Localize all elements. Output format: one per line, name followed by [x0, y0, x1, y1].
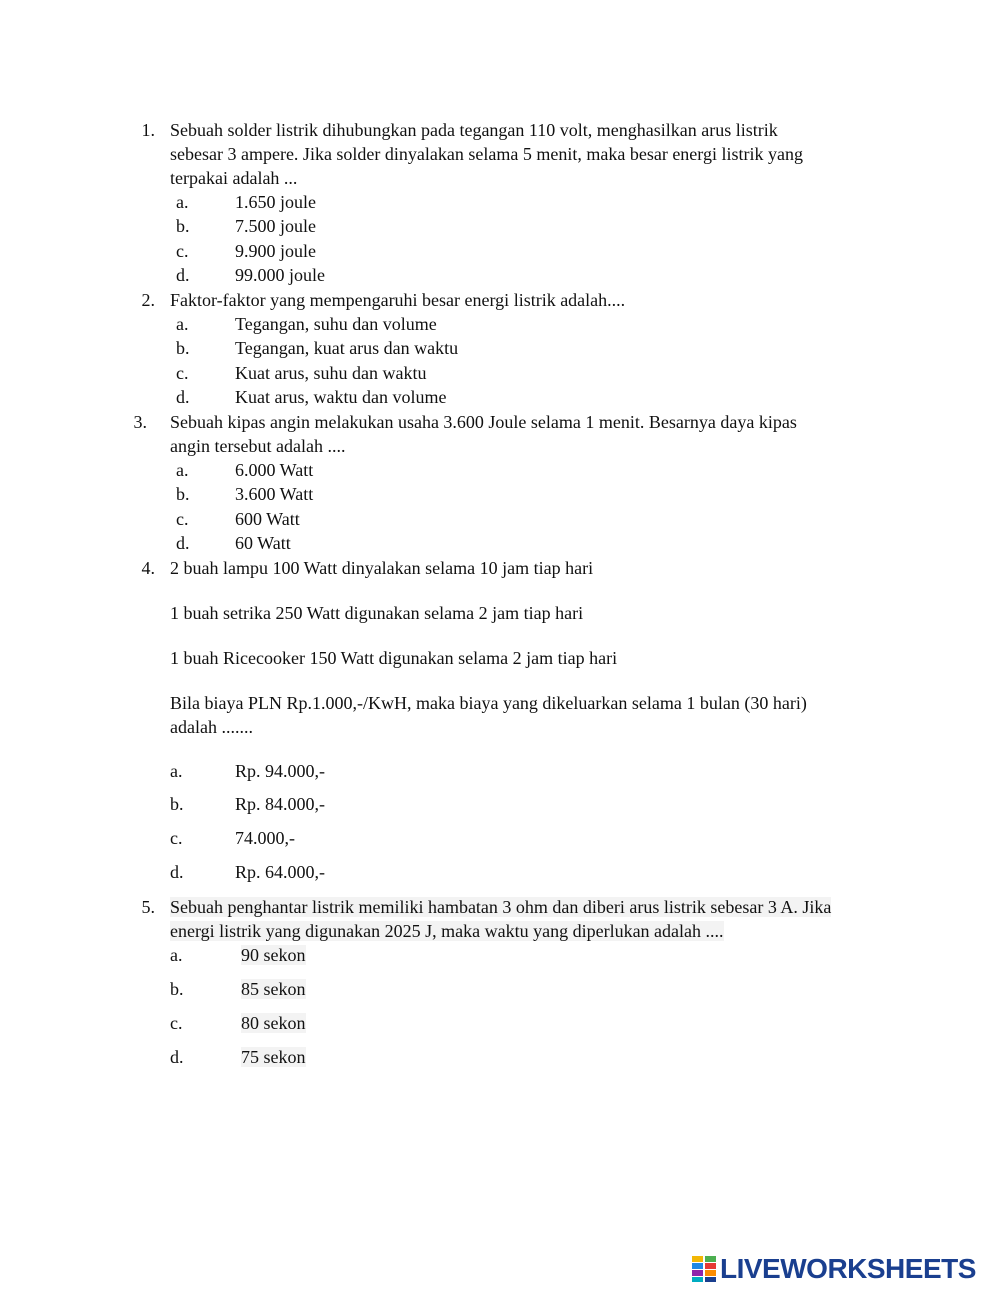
question-1-text-line-2: sebesar 3 ampere. Jika solder dinyalakan selama 5 menit, maka besar energi listrik yang	[170, 144, 803, 164]
question-3-option-b[interactable]: 3.600 Watt	[235, 484, 314, 504]
question-5-option-c-content: 80 sekon	[241, 1013, 306, 1033]
question-5-option-a[interactable]	[241, 943, 306, 967]
question-3-option-c-letter: c.	[176, 509, 189, 529]
question-1-option-a-letter: a.	[176, 192, 189, 212]
question-3-text-line-1: Sebuah kipas angin melakukan usaha 3.600 Joule selama 1 menit. Besarnya daya kipas	[170, 412, 797, 432]
question-5-option-d-content: 75 sekon	[241, 1047, 306, 1067]
question-5-option-d[interactable]	[241, 1045, 306, 1069]
question-4-option-d-letter: d.	[170, 862, 184, 882]
liveworksheets-logo-icon	[692, 1256, 716, 1282]
liveworksheets-logo	[692, 1254, 976, 1284]
question-1-number: 1.	[141, 120, 155, 140]
question-4-text-line-5: adalah .......	[170, 717, 253, 737]
question-4-option-c-letter: c.	[170, 828, 183, 848]
question-3-option-a[interactable]: 6.000 Watt	[235, 460, 314, 480]
question-5-option-c-letter: c.	[170, 1013, 183, 1033]
question-2-option-a-letter: a.	[176, 314, 189, 334]
question-2-option-c[interactable]: Kuat arus, suhu dan waktu	[235, 363, 427, 383]
question-5-option-a-letter: a.	[170, 945, 183, 965]
question-2-option-a[interactable]: Tegangan, suhu dan volume	[235, 314, 437, 334]
question-4-text-line-4: Bila biaya PLN Rp.1.000,-/KwH, maka biaya yang dikeluarkan selama 1 bulan (30 hari)	[170, 693, 807, 713]
question-1-option-a[interactable]: 1.650 joule	[235, 192, 316, 212]
question-1-text-line-1: Sebuah solder listrik dihubungkan pada tegangan 110 volt, menghasilkan arus listrik	[170, 120, 778, 140]
question-4-option-c[interactable]: 74.000,-	[235, 828, 295, 848]
question-4-option-d[interactable]: Rp. 64.000,-	[235, 862, 325, 882]
question-5-option-a-content: 90 sekon	[241, 945, 306, 965]
question-4-option-b[interactable]: Rp. 84.000,-	[235, 794, 325, 814]
question-5-option-b-content: 85 sekon	[241, 979, 306, 999]
question-1-text-line-3: terpakai adalah ...	[170, 168, 298, 188]
question-5-text-line-1	[170, 895, 831, 919]
question-3-option-d-letter: d.	[176, 533, 190, 553]
question-2-option-d-letter: d.	[176, 387, 190, 407]
question-3-text-line-2: angin tersebut adalah ....	[170, 436, 346, 456]
question-2-option-b[interactable]: Tegangan, kuat arus dan waktu	[235, 338, 459, 358]
question-1-option-c[interactable]: 9.900 joule	[235, 241, 316, 261]
question-4-text-line-2: 1 buah setrika 250 Watt digunakan selama 2 jam tiap hari	[170, 603, 584, 623]
question-3-option-a-letter: a.	[176, 460, 189, 480]
question-1-option-d-letter: d.	[176, 265, 190, 285]
question-5-option-b-letter: b.	[170, 979, 184, 999]
question-1-option-b-letter: b.	[176, 216, 190, 236]
question-2-text-line-1: Faktor-faktor yang mempengaruhi besar energi listrik adalah....	[170, 290, 626, 310]
question-3-option-c[interactable]: 600 Watt	[235, 509, 300, 529]
question-4-option-a-letter: a.	[170, 761, 183, 781]
question-4-number: 4.	[141, 558, 155, 578]
question-3-number: 3.	[133, 412, 147, 432]
question-2-option-d[interactable]: Kuat arus, waktu dan volume	[235, 387, 447, 407]
question-1-option-b[interactable]: 7.500 joule	[235, 216, 316, 236]
question-4-text-line-1: 2 buah lampu 100 Watt dinyalakan selama 10 jam tiap hari	[170, 558, 594, 578]
question-5-option-c[interactable]	[241, 1011, 306, 1035]
question-5-option-d-letter: d.	[170, 1047, 184, 1067]
question-1-option-c-letter: c.	[176, 241, 189, 261]
question-1-option-d[interactable]: 99.000 joule	[235, 265, 325, 285]
liveworksheets-logo-text: LIVEWORKSHEETS	[720, 1253, 976, 1284]
question-4-option-b-letter: b.	[170, 794, 184, 814]
question-2-option-c-letter: c.	[176, 363, 189, 383]
question-2-number: 2.	[141, 290, 155, 310]
question-5-text-line-2	[170, 919, 724, 943]
question-5-number: 5.	[141, 897, 155, 917]
question-4-option-a[interactable]: Rp. 94.000,-	[235, 761, 325, 781]
question-3-option-b-letter: b.	[176, 484, 190, 504]
question-3-option-d[interactable]: 60 Watt	[235, 533, 291, 553]
question-5-option-b[interactable]	[241, 977, 306, 1001]
question-4-text-line-3: 1 buah Ricecooker 150 Watt digunakan selama 2 jam tiap hari	[170, 648, 618, 668]
question-5-text-line-1-content: Sebuah penghantar listrik memiliki hambatan 3 ohm dan diberi arus listrik sebesar 3 A. Jika	[170, 897, 832, 917]
question-5-text-line-2-content: energi listrik yang digunakan 2025 J, maka waktu yang diperlukan adalah ....	[170, 921, 724, 941]
question-2-option-b-letter: b.	[176, 338, 190, 358]
